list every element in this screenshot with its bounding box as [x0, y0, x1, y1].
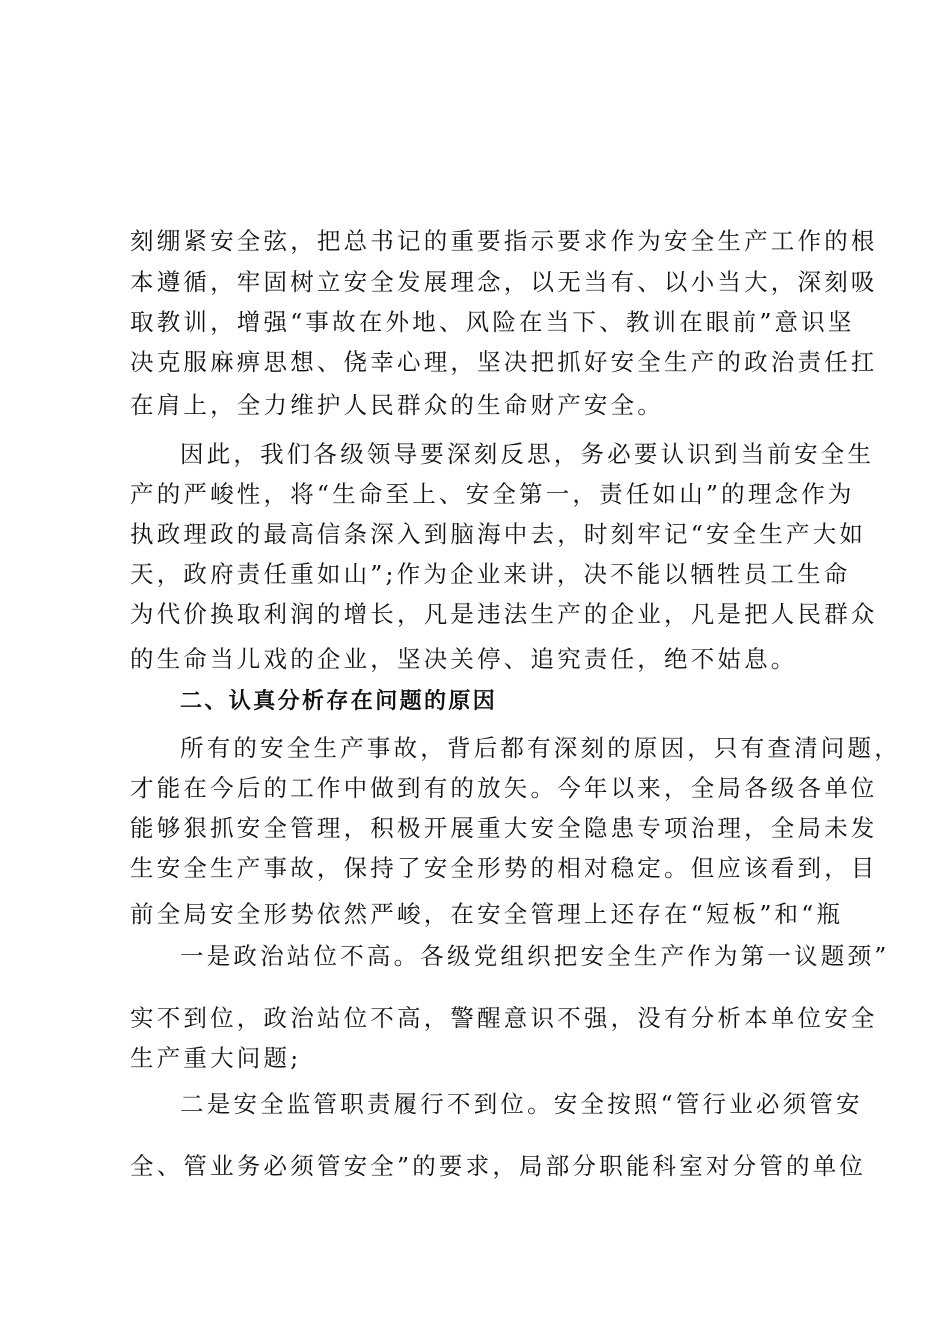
paragraph-2-line-1: 因此，我们各级领导要深刻反思，务必要认识到当前安全生	[180, 440, 875, 468]
paragraph-2-line-6: 的生命当儿戏的企业，坚决关停、追究责任，绝不姑息。	[130, 645, 798, 673]
paragraph-5-line-1: 二是安全监管职责履行不到位。安全按照“管行业必须管安	[180, 1090, 863, 1118]
paragraph-3-line-4: 生安全生产事故，保持了安全形势的相对稳定。但应该看到，目	[130, 854, 878, 882]
paragraph-1-line-4: 决克服麻痹思想、侥幸心理，坚决把抓好安全生产的政治责任扛	[130, 348, 878, 376]
paragraph-3-line-2: 才能在今后的工作中做到有的放矢。今年以来，全局各级各单位	[130, 774, 878, 802]
paragraph-5-line-2: 全、管业务必须管安全”的要求，局部分职能科室对分管的单位	[130, 1152, 867, 1180]
paragraph-1-line-2: 本遵循，牢固树立安全发展理念，以无当有、以小当大，深刻吸	[130, 268, 878, 296]
paragraph-1-line-3: 取教训，增强“事故在外地、风险在当下、教训在眼前”意识坚	[130, 308, 855, 336]
paragraph-2-line-4: 天，政府责任重如山”;作为企业来讲，决不能以牺牲员工生命	[130, 560, 851, 588]
paragraph-1-line-5: 在肩上，全力维护人民群众的生命财产安全。	[130, 391, 664, 419]
paragraph-2-line-2: 产的严峻性，将“生命至上、安全第一，责任如山”的理念作为	[130, 480, 855, 508]
paragraph-3-line-5: 前全局安全形势依然严峻，在安全管理上还存在“短板”和“瓶	[130, 900, 844, 928]
section-heading: 二、认真分析存在问题的原因	[180, 689, 498, 714]
paragraph-2-line-5: 为代价换取利润的增长，凡是违法生产的企业，凡是把人民群众	[130, 600, 878, 628]
paragraph-2-line-3: 执政理政的最高信条深入到脑海中去，时刻牢记“安全生产大如	[130, 520, 867, 548]
paragraph-3-line-1: 所有的安全生产事故，背后都有深刻的原因，只有查清问题，	[180, 734, 901, 762]
paragraph-3-line-3: 能够狠抓安全管理，积极开展重大安全隐患专项治理，全局未发	[130, 814, 878, 842]
paragraph-4-line-2: 实不到位，政治站位不高，警醒意识不强，没有分析本单位安全	[130, 1004, 878, 1032]
paragraph-4-line-3: 生产重大问题;	[130, 1044, 302, 1072]
paragraph-1-line-1: 刻绷紧安全弦，把总书记的重要指示要求作为安全生产工作的根	[130, 227, 878, 255]
paragraph-4-line-1: 一是政治站位不高。各级党组织把安全生产作为第一议题颈”	[180, 942, 890, 970]
